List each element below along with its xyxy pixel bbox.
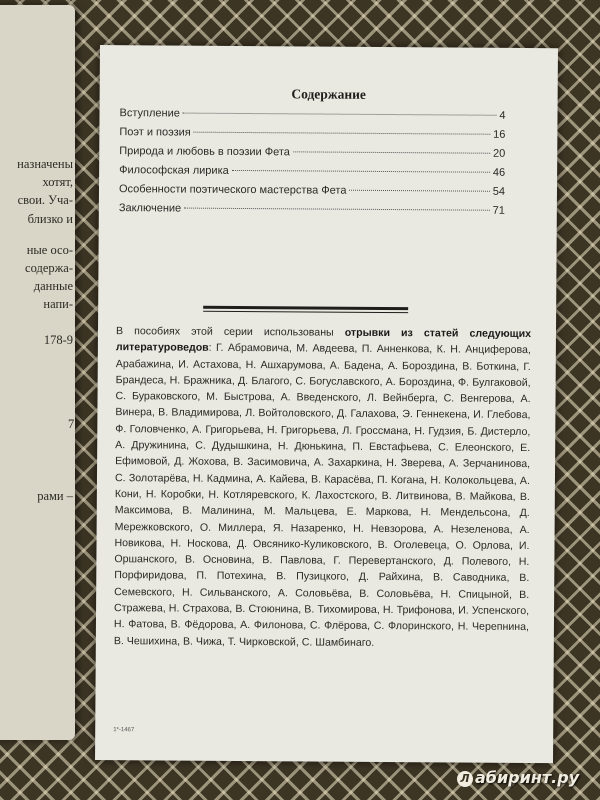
print-code: 1*-1467 [113,727,135,734]
labirint-watermark [457,768,579,787]
left-page-line: данные [33,279,73,293]
left-page-line: свои. Уча- [17,193,73,207]
toc-leader-dots [349,190,489,192]
labirint-logo-icon: Л [457,771,473,787]
toc-item-page: 54 [492,185,506,198]
left-page-line: напи- [43,297,73,311]
left-page-line: ные осо- [26,243,73,257]
credits-bold: отрывки из статей следующих литературоведов [115,326,532,355]
credits-names: : Г. Абрамовича, М. Авдеева, П. Анненкова, К. Н. Анциферова, Арабажина, И. Астахова, Н. Ашхарумова, А. Бадена, А. Бороздина, В. Боткина, Г. Брандеса, Н. Бражника, Д. Благого, С. Богуславского, А. Бороздина, Ф. Булгаковой, С. Бураковского, М. Быстрова, А. Введенского, Л. Вейнберга, С. Венгерова, А. Винера, В. Владимирова, Л. Войтоловского, Д. Галахова, Э. Геннекена, И. Глебова, Ф. Головченко, А. Григорьева, Н. Григорьева, Л. Гроссмана, Н. Гудзия, Б. Дистерло, А. Дружинина, С. Дудышкина, Н. Дюнькина, П. Евстафьева, С. Елеонского, Е. Ефимовой, Д. Жохова, В. Засимовича, А. Захаркина, Н. Зверева, А. Зерчанинова, С. Золотарёва, Н. Кадмина, А. Кайева, В. Карасёва, П. Когана, Н. Колокольцева, А. Кони, Н. Коробки, Н. Котляревского, К. Лахостского, В. Литвинова, В. Майкова, В. Максимова, В. Малинина, М. Мальцева, Е. Маркова, Н. Мендельсона, Д. Мережковского, О. Миллера, Я. Назаренко, Н. Невзорова, А. Незеленова, А. Новикова, Н. Носкова, Д. Овсянико-Куликовского, В. Оголевеца, О. Орлова, И. Оршанского, В. Основина, В. Павлова, Г. Перевертанского, Д. Полевого, Н. Порфиридова, П. Потехина, В. Пузицкого, Д. Райхина, В. Саводника, В. Семевского, Н. Сильванского, А. Соловьёва, В. Соловьёва, Н. Спицыной, В. Стражева, Н. Страхова, В. Стоюнина, В. Тихомирова, Н. Трифонова, И. Успенского, Н. Фатова, В. Фёдорова, А. Филонова, С. Флёрова, С. Флоринского, Н. Черепнина, В. Чешихина, В. Чижа, Т. Чирковской, С. Шамбинаго. [113,342,531,649]
toc-item-page: 71 [492,204,505,217]
toc-leader-dots [232,170,490,173]
toc-list [119,107,506,224]
divider-thin [203,311,408,313]
toc-item-page: 16 [493,128,506,141]
book-page [95,45,558,763]
toc-item-title: Природа и любовь в поэзии Фета [119,145,290,159]
left-page-line: 178-9 [43,333,73,347]
left-page-line: назначены [17,157,73,171]
toc-item-page: 4 [499,109,506,122]
credits-intro: В пособиях этой серии использованы [115,325,334,339]
toc-leader-dots [293,151,490,153]
toc-item [119,202,505,224]
toc-item-title: Вступление [119,107,180,120]
left-page-line: хотят, [42,175,73,189]
toc-item-title: Особенности поэтического мастерства Фета [118,183,347,197]
toc-title: Содержание [291,86,366,102]
left-page-line: содержа- [25,261,73,275]
toc-item-title: Поэт и поэзия [119,126,191,139]
credits-paragraph [114,323,531,652]
left-page-line: 7. [68,417,78,431]
toc-item-page: 46 [492,166,506,179]
left-page-line: рами – [37,489,73,503]
toc-leader-dots [194,132,490,135]
divider-thick [203,306,408,310]
toc-item-title: Философская лирика [119,164,229,177]
previous-page [0,5,78,740]
toc-item-page: 20 [492,147,506,160]
toc-leader-dots [184,208,489,211]
left-page-line: близко и [27,212,73,226]
toc-leader-dots [183,113,497,116]
toc-item-title: Заключение [118,202,182,215]
watermark-text: абиринт.ру [475,768,580,787]
